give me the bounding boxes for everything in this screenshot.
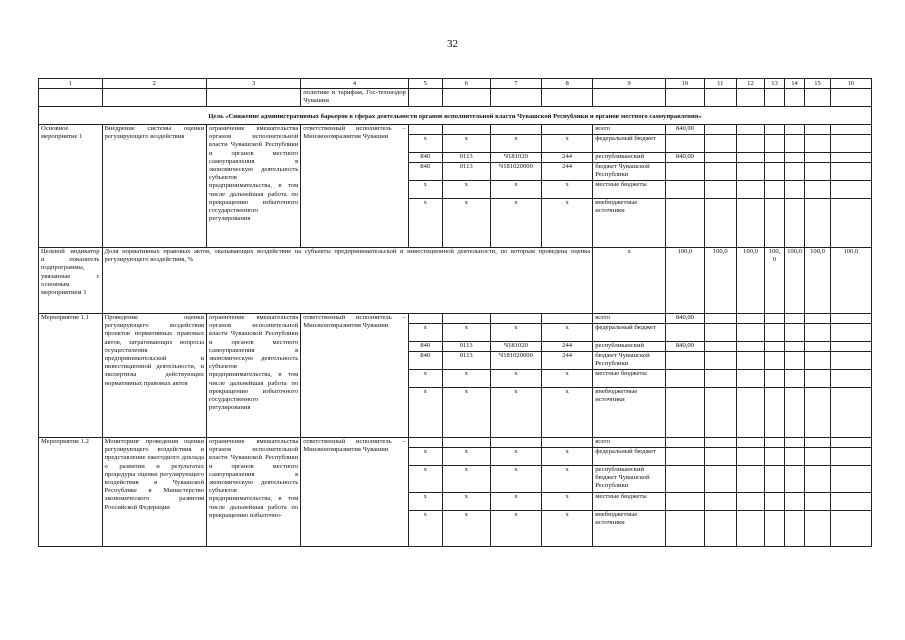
indicator-row: Целевой индикатор и показатель подпрограммы, увязанные с основным мероприятием 1 Доля нормативных правовых актов, оказывающих воздействие на субъекты предпринимательской и инвестиционной деятельности, по которым проведена оценка регулирующего воздействия, % x 100,0 100,0 100,0 100,0 100,0 100,0 100,0 bbox=[39, 248, 872, 314]
indicator-value: 100,0 bbox=[765, 248, 784, 314]
table-row: x x x x местные бюджеты bbox=[39, 493, 872, 511]
row-title: Внедрение системы оценки регулирующего воздействия bbox=[102, 125, 207, 248]
table-row: 840 0113 Ч181020 244 республиканский 840,00 bbox=[39, 342, 872, 352]
row-result: ограничение вмешательства органов исполнительной власти Чувашской Республики и органов местного самоуправления в экономическую деятельность субъектов предпринимательства, в том числе дальнейшая работа по прекращению избыточно- bbox=[207, 438, 301, 547]
row-title: Проведение оценки регулирующего воздействия проектов нормативных правовых актов, затрагивающих вопросы осуществления предпринимательской и инвестиционной деятельности, и экспертизы действующих нормативных правовых актов bbox=[102, 314, 207, 438]
amount: 840,00 bbox=[665, 342, 704, 352]
table-row bbox=[39, 125, 872, 135]
indicator-label: Целевой индикатор и показатель подпрограммы, увязанные с основным мероприятием 1 bbox=[39, 248, 103, 314]
continuation-row bbox=[39, 89, 872, 107]
page-number: 32 bbox=[447, 38, 458, 50]
funding-source: всего bbox=[593, 438, 666, 448]
col-number: 15 bbox=[805, 79, 831, 89]
table-row bbox=[39, 438, 872, 448]
funding-source: бюджет Чувашской Республики bbox=[593, 163, 666, 181]
indicator-value: 100,0 bbox=[665, 248, 704, 314]
col-number: 1 bbox=[39, 79, 103, 89]
table-row: x x x x внебюджетные источники bbox=[39, 199, 872, 248]
funding-source: внебюджетные источники bbox=[593, 388, 666, 438]
col-number: 11 bbox=[704, 79, 736, 89]
funding-source: всего bbox=[593, 314, 666, 324]
indicator-value: 100,0 bbox=[830, 248, 871, 314]
table-row: 840 0113 Ч181020 244 республиканский 840,00 bbox=[39, 153, 872, 163]
continuation-text: политике и тарифам, Гос-техназдор Чувашии bbox=[301, 89, 409, 107]
row-title: Мониторинг проведения оценки регулирующего воздействия и представление ежегодного доклада о развитии и результатах процедуры оценки регулирующего воздействия в Чувашской Республике в Министерство экономического развития Российской Федерации bbox=[102, 438, 207, 547]
indicator-value: 100,0 bbox=[805, 248, 831, 314]
table-row: x x x x внебюджетные источники bbox=[39, 511, 872, 547]
row-label: Мероприятие 1.2 bbox=[39, 438, 103, 547]
amount: 840,00 bbox=[665, 153, 704, 163]
table-row: x x x x федеральный бюджет bbox=[39, 135, 872, 153]
funding-source: всего bbox=[593, 125, 666, 135]
table-row: 840 0113 Ч181020000 244 бюджет Чувашской Республики bbox=[39, 163, 872, 181]
goal-text: Цель «Снижение административных барьеров в сферах деятельности органов исполнительной власти Чувашской Республики и органов местного самоуправления» bbox=[39, 107, 872, 125]
funding-source: федеральный бюджет bbox=[593, 448, 666, 466]
row-executor: ответственный исполнитель – Минэкономразвития Чувашии bbox=[301, 438, 409, 547]
table-row: x x x x внебюджетные источники bbox=[39, 388, 872, 438]
row-executor: ответственный исполнитель – Минэкономразвития Чувашии bbox=[301, 314, 409, 438]
row-executor: ответственный исполнитель – Минэкономразвития Чувашии bbox=[301, 125, 409, 248]
indicator-value: 100,0 bbox=[704, 248, 736, 314]
funding-source: местные бюджеты bbox=[593, 181, 666, 199]
row-result: ограничение вмешательства органов исполнительной власти Чувашской Республики и органов местного самоуправления в экономическую деятельность субъектов предпринимательства, в том числе дальнейшая работа по прекращению избыточного государственного регулирования bbox=[207, 314, 301, 438]
goal-row bbox=[39, 107, 872, 125]
amount: 840,00 bbox=[665, 314, 704, 324]
col-number: 8 bbox=[542, 79, 593, 89]
table-row: x x x x федеральный бюджет bbox=[39, 448, 872, 466]
funding-source: местные бюджеты bbox=[593, 370, 666, 388]
funding-source: внебюджетные источники bbox=[593, 511, 666, 547]
funding-source: местные бюджеты bbox=[593, 493, 666, 511]
funding-source: внебюджетные источники bbox=[593, 199, 666, 248]
indicator-text: Доля нормативных правовых актов, оказывающих воздействие на субъекты предпринимательской и инвестиционной деятельности, по которым проведена оценка регулирующего воздействия, % bbox=[102, 248, 593, 314]
program-table bbox=[38, 78, 872, 547]
column-number-row bbox=[39, 79, 872, 89]
col-number: 16 bbox=[830, 79, 871, 89]
col-number: 6 bbox=[442, 79, 490, 89]
col-number: 7 bbox=[490, 79, 541, 89]
col-number: 10 bbox=[665, 79, 704, 89]
table-row: 840 0113 Ч181020000 244 бюджет Чувашской Республики bbox=[39, 352, 872, 370]
col-number: 3 bbox=[207, 79, 301, 89]
col-number: 9 bbox=[593, 79, 666, 89]
table-row: x x x x федеральный бюджет bbox=[39, 324, 872, 342]
indicator-value: 100,0 bbox=[736, 248, 765, 314]
funding-source: бюджет Чувашской Республики bbox=[593, 352, 666, 370]
funding-source: республиканский bbox=[593, 342, 666, 352]
indicator-value: 100,0 bbox=[784, 248, 804, 314]
col-number: 5 bbox=[408, 79, 442, 89]
col-number: 12 bbox=[736, 79, 765, 89]
col-number: 13 bbox=[765, 79, 784, 89]
row-label: Основное мероприятие 1 bbox=[39, 125, 103, 248]
table-row: x x x x республиканский бюджет Чувашской Республики bbox=[39, 466, 872, 493]
col-number: 2 bbox=[102, 79, 207, 89]
funding-source: федеральный бюджет bbox=[593, 135, 666, 153]
table-row: x x x x местные бюджеты bbox=[39, 370, 872, 388]
table-row bbox=[39, 314, 872, 324]
col-number: 14 bbox=[784, 79, 804, 89]
col-number: 4 bbox=[301, 79, 409, 89]
funding-source: республиканский bbox=[593, 153, 666, 163]
funding-source: федеральный бюджет bbox=[593, 324, 666, 342]
funding-source: республиканский бюджет Чувашской Республики bbox=[593, 466, 666, 493]
row-label: Мероприятие 1.1 bbox=[39, 314, 103, 438]
row-result: ограничение вмешательства органов исполнительной власти Чувашской Республики и органов местного самоуправления в экономическую деятельность субъектов предпринимательства, в том числе дальнейшая работа по прекращению избыточного государственного регулирования bbox=[207, 125, 301, 248]
amount: 840,00 bbox=[665, 125, 704, 135]
table-row: x x x x местные бюджеты bbox=[39, 181, 872, 199]
